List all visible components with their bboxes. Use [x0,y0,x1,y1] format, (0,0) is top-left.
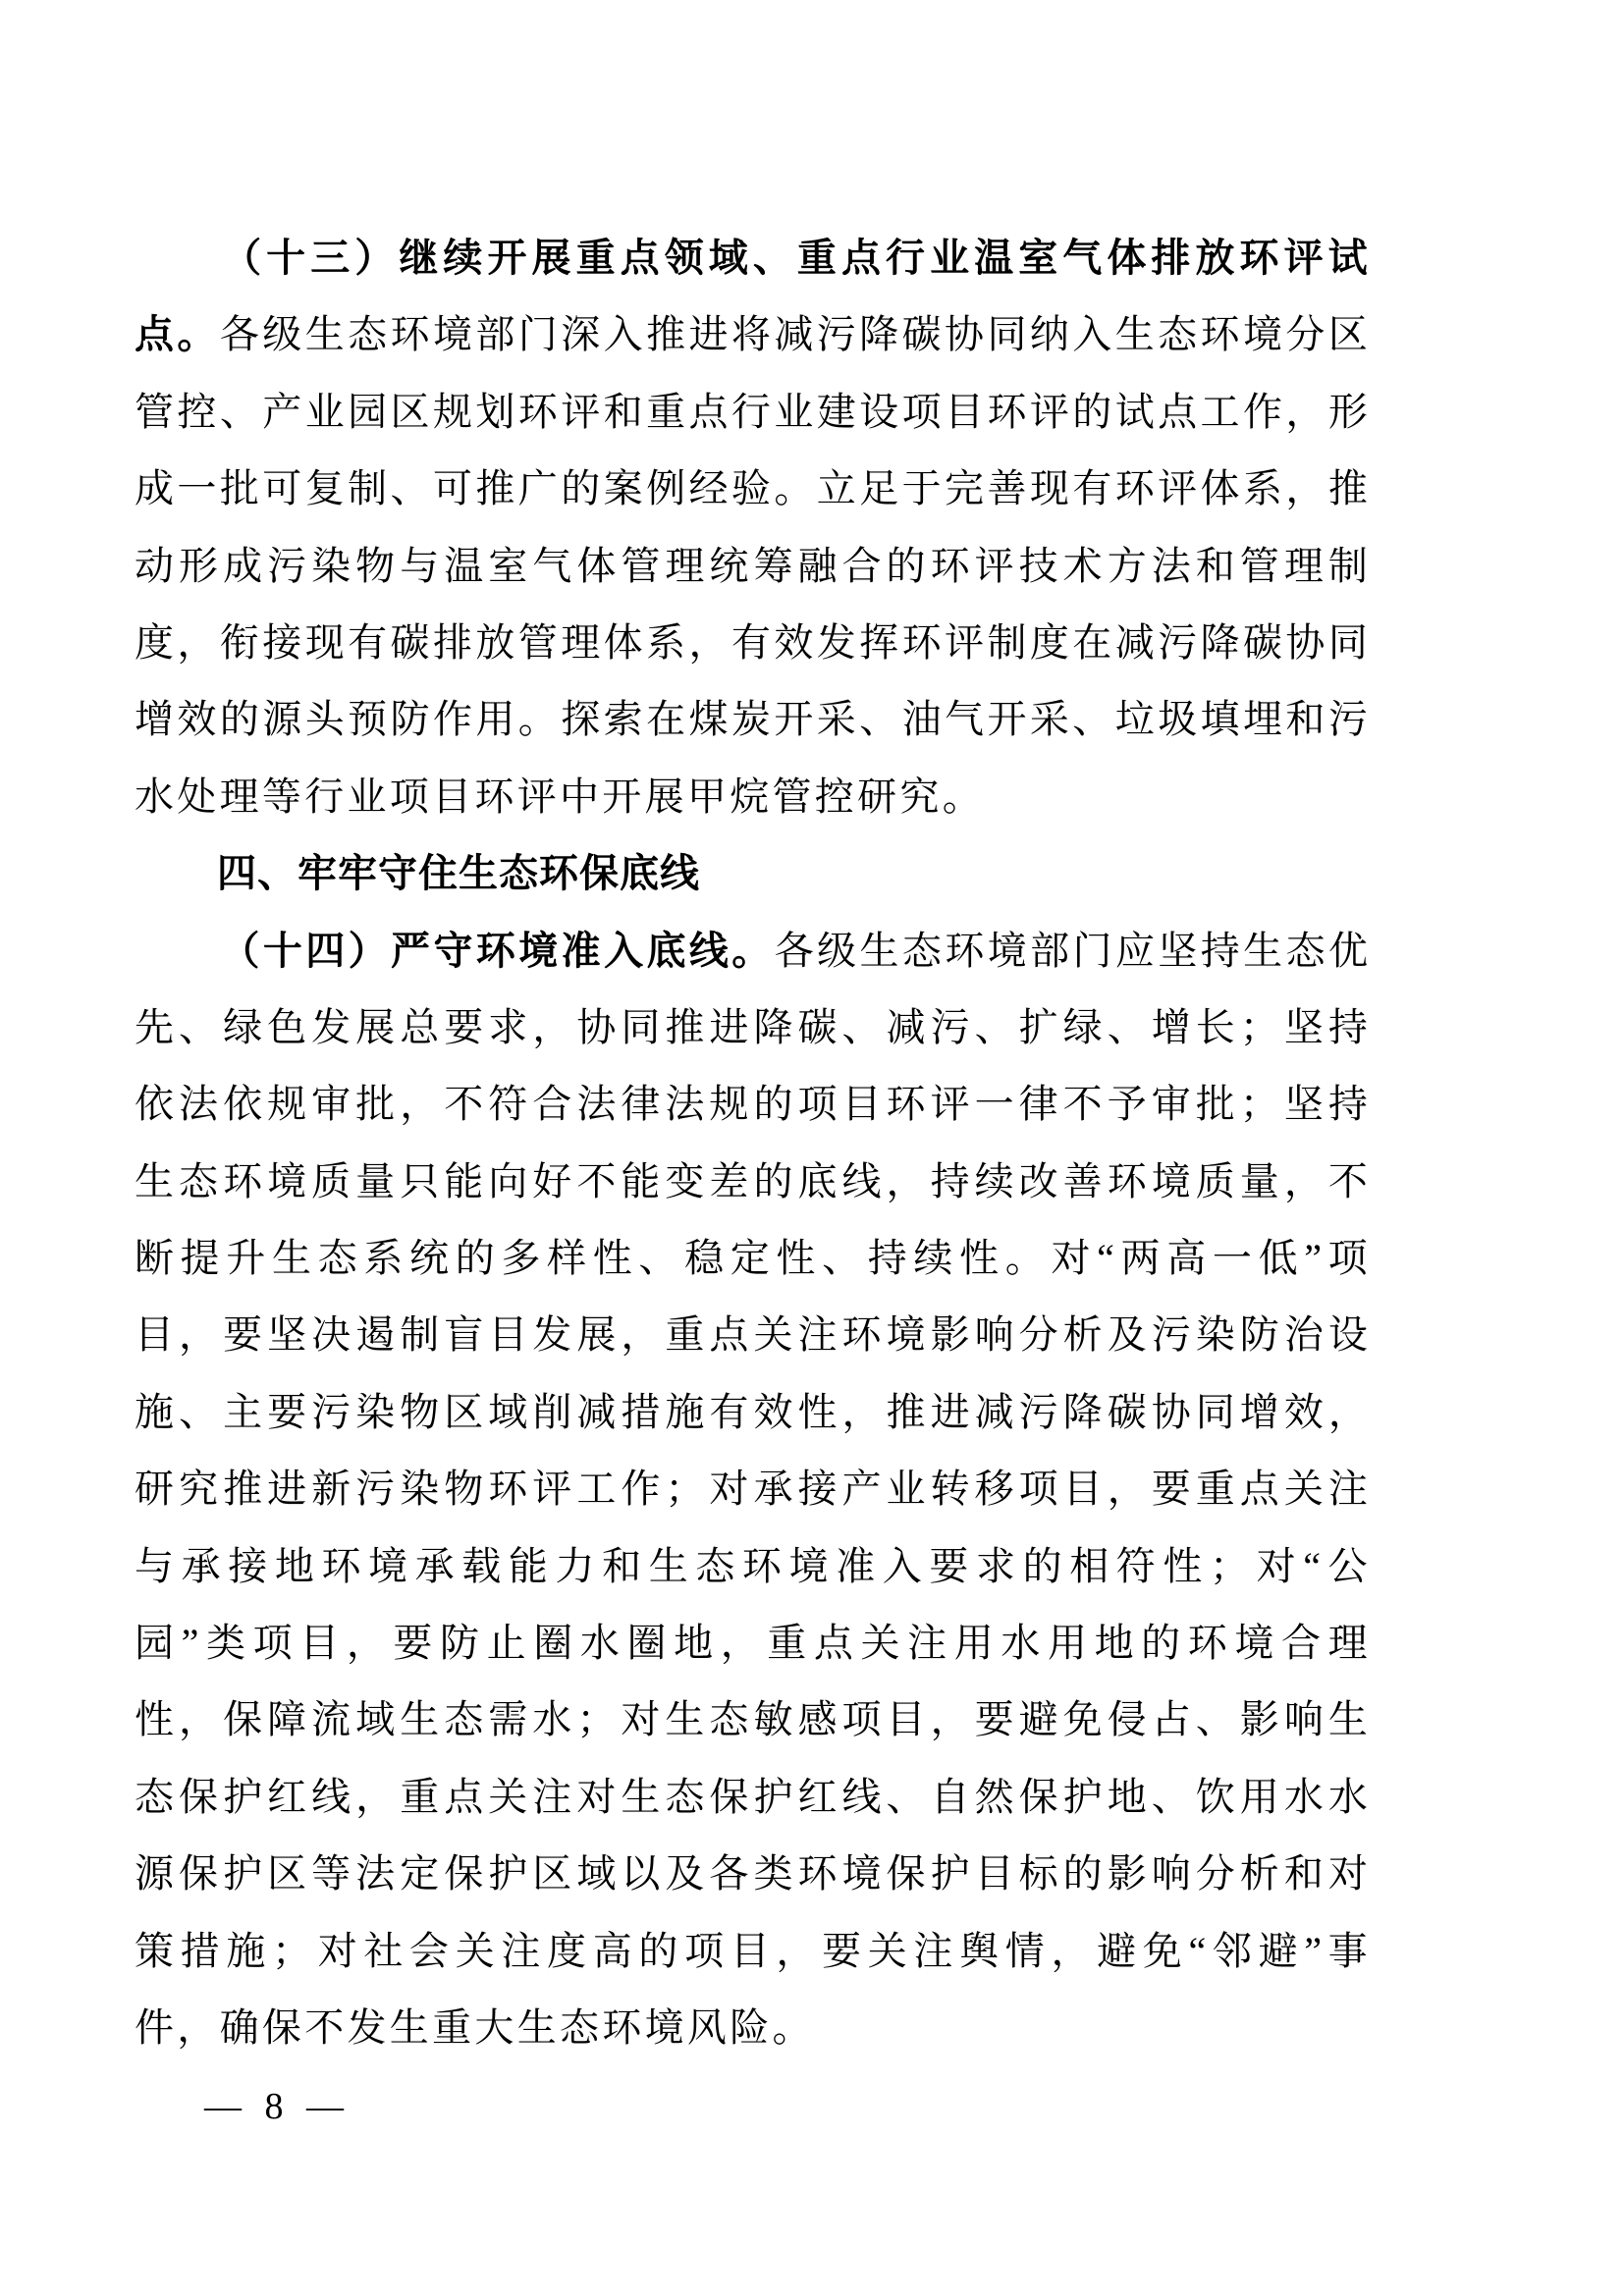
text-line-19: 园 ” 类 项 目 ， 要 防 止 圈 水 圈 地 ， 重 点 关 注 用 水 用 地 的 环 境 合 理 [135,1621,1368,1666]
text-line-14: 断 提 升 生 态 系 统 的 多 样 性 、 稳 定 性 、 持 续 性 。 对 “ 两 高 一 低 ” 项 [135,1236,1368,1281]
first-line-indent [135,270,217,271]
text-line-18: 与 承 接 地 环 境 承 载 能 力 和 生 态 环 境 准 入 要 求 的 相 符 性 ； 对 “ 公 [135,1543,1368,1588]
text-line-8: 水处理等行业项目环评中开展甲烷管控研究。 [135,774,985,819]
text-line-22: 源 保 护 区 等 法 定 保 护 区 域 以 及 各 类 环 境 保 护 目 标 的 影 响 分 析 和 对 [135,1851,1368,1896]
text-line-1: （ 十 三 ） 继 续 开 展 重 点 领 域 、 重 点 行 业 温 室 气 体 排 放 环 评 试 [135,220,1368,296]
text-line-10: （ 十 四 ） 严 守 环 境 准 入 底 线 。 各 级 生 态 环 境 部 门 应 坚 持 生 态 优 [135,913,1368,989]
text-line-7: 增 效 的 源 头 预 防 作 用 。 探 索 在 煤 炭 开 采 、 油 气 开 采 、 垃 圾 填 埋 和 污 [135,697,1368,742]
first-line-indent [135,963,217,964]
text-line-20: 性 ， 保 障 流 域 生 态 需 水 ； 对 生 态 敏 感 项 目 ， 要 避 免 侵 占 、 影 响 生 [135,1697,1368,1742]
page-number: — 8 — [204,2086,346,2127]
text-line-3: 管 控 、 产 业 园 区 规 划 环 评 和 重 点 行 业 建 设 项 目 环 评 的 试 点 工 作 ， 形 [135,389,1368,434]
text-line-5: 动 形 成 污 染 物 与 温 室 气 体 管 理 统 筹 融 合 的 环 评 技 术 方 法 和 管 理 制 [135,543,1368,588]
page-footer [204,2083,346,2130]
text-line-23: 策 措 施 ； 对 社 会 关 注 度 高 的 项 目 ， 要 关 注 舆 情 ， 避 免 “ 邻 避 ” 事 [135,1928,1368,1973]
text-line-12: 依 法 依 规 审 批 ， 不 符 合 法 律 法 规 的 项 目 环 评 一 律 不 予 审 批 ； 坚 持 [135,1082,1368,1127]
text-line-16: 施 、 主 要 污 染 物 区 域 削 减 措 施 有 效 性 ， 推 进 减 污 降 碳 协 同 增 效 ， [135,1389,1368,1434]
text-line-9: 四、牢牢守住生态环保底线 [217,852,700,896]
text-line-15: 目 ， 要 坚 决 遏 制 盲 目 发 展 ， 重 点 关 注 环 境 影 响 分 析 及 污 染 防 治 设 [135,1312,1368,1358]
text-line-11: 先 、 绿 色 发 展 总 要 求 ， 协 同 推 进 降 碳 、 减 污 、 扩 绿 、 增 长 ； 坚 持 [135,1004,1368,1049]
text-line-6: 度 ， 衔 接 现 有 碳 排 放 管 理 体 系 ， 有 效 发 挥 环 评 制 度 在 减 污 降 碳 协 同 [135,619,1368,665]
text-line-21: 态 保 护 红 线 ， 重 点 关 注 对 生 态 保 护 红 线 、 自 然 保 护 地 、 饮 用 水 水 [135,1774,1368,1819]
text-line-2: 点 。 各 级 生 态 环 境 部 门 深 入 推 进 将 减 污 降 碳 协 同 纳 入 生 态 环 境 分 区 [135,312,1368,357]
text-line-13: 生 态 环 境 质 量 只 能 向 好 不 能 变 差 的 底 线 ， 持 续 改 善 环 境 质 量 ， 不 [135,1158,1368,1203]
text-line-24: 件，确保不发生重大生态环境风险。 [135,2004,815,2050]
text-line-4: 成 一 批 可 复 制 、 可 推 广 的 案 例 经 验 。 立 足 于 完 善 现 有 环 评 体 系 ， 推 [135,466,1368,511]
document-body [135,220,1368,2066]
text-line-17: 研 究 推 进 新 污 染 物 环 评 工 作 ； 对 承 接 产 业 转 移 项 目 ， 要 重 点 关 注 [135,1467,1368,1512]
